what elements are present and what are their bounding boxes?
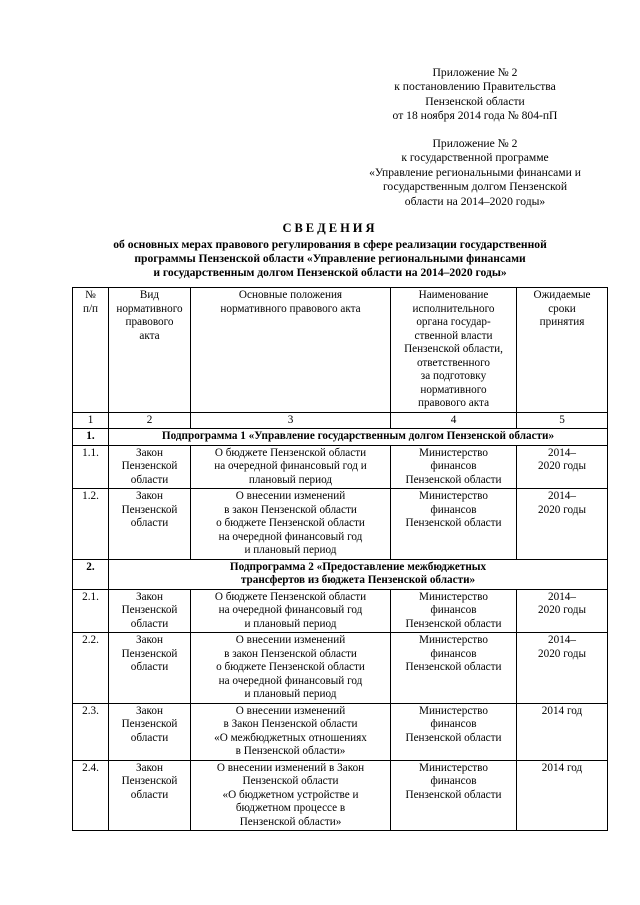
text-line: трансфертов из бюджета Пензенской области» xyxy=(240,574,476,586)
text-line: к постановлению Правительства xyxy=(394,80,556,94)
text-line: О бюджете Пензенской области xyxy=(214,446,367,459)
table-row xyxy=(73,633,608,704)
text-line: 2014 год xyxy=(541,761,583,774)
text-line: Министерство xyxy=(419,761,488,774)
column-number: 5 xyxy=(517,412,608,429)
text-line: от 18 ноября 2014 года № 804-пП xyxy=(392,109,558,123)
provisions-cell xyxy=(191,760,391,831)
text-line: Пензенской области, xyxy=(404,343,503,355)
text-line: области xyxy=(130,473,169,486)
text-line: 2020 годы xyxy=(538,460,586,472)
text-line: области на 2014–2020 годы» xyxy=(404,194,546,208)
text-line: принятия xyxy=(539,316,585,328)
text-line: на очередной финансовый год xyxy=(218,674,363,687)
appendix-note-government-decree xyxy=(345,66,605,124)
text-line: плановый период xyxy=(248,473,333,486)
text-line: Пензенской xyxy=(121,460,178,472)
subprogram-1-row xyxy=(73,429,608,446)
subprogram-title xyxy=(109,429,608,446)
row-number: 2.1. xyxy=(73,589,109,633)
term-cell xyxy=(517,633,608,704)
text-line: области xyxy=(130,517,169,529)
text-line: на очередной финансовый год xyxy=(218,604,363,616)
legal-measures-table xyxy=(72,287,608,831)
text-line: 2014– xyxy=(548,634,576,646)
text-line: Пензенской области xyxy=(405,473,502,486)
row-number: 1.2. xyxy=(73,489,109,560)
text-line: Подпрограмма 1 «Управление государственным долгом Пензенской области» xyxy=(161,430,555,442)
text-line: в закон Пензенской области xyxy=(224,503,357,516)
text-line: «Управление региональными финансами и xyxy=(369,165,581,179)
term-cell xyxy=(517,703,608,760)
text-line: Пензенской области xyxy=(405,788,502,801)
authority-cell xyxy=(391,703,517,760)
term-cell xyxy=(517,445,608,489)
subprogram-title xyxy=(109,559,608,589)
table-row xyxy=(73,703,608,760)
column-number-row xyxy=(73,412,608,429)
text-line: Приложение № 2 xyxy=(432,137,518,150)
act-type-cell xyxy=(109,445,191,489)
act-type-cell xyxy=(109,489,191,560)
text-line: и плановый период xyxy=(244,688,337,700)
text-line: Закон xyxy=(135,761,164,774)
text-line: органа государ- xyxy=(416,316,491,328)
text-line: Закон xyxy=(135,590,164,603)
text-line: финансов xyxy=(430,718,477,730)
table-row xyxy=(73,760,608,831)
text-line: правового акта xyxy=(417,397,490,409)
text-line: финансов xyxy=(430,604,477,616)
text-line: и плановый период xyxy=(244,617,337,630)
text-line: на очередной финансовый год xyxy=(218,530,363,543)
text-line: Пензенской области xyxy=(242,775,339,787)
text-line: финансов xyxy=(430,460,477,472)
column-number: 2 xyxy=(109,412,191,429)
text-line: в Пензенской области» xyxy=(235,745,346,757)
text-line: Приложение № 2 xyxy=(432,66,518,79)
text-line: Наименование xyxy=(418,289,489,301)
text-line: нормативного правового акта xyxy=(220,302,361,315)
act-type-cell xyxy=(109,703,191,760)
row-number: 2.4. xyxy=(73,760,109,831)
text-line: финансов xyxy=(430,503,477,516)
text-line: О внесении изменений xyxy=(235,704,346,717)
text-line: «О межбюджетных отношениях xyxy=(214,731,367,744)
text-line: области xyxy=(130,731,169,744)
text-line: об основных мерах правового регулирования в сфере реализации государственной xyxy=(113,238,547,251)
document-title: СВЕДЕНИЯ xyxy=(282,221,378,235)
appendix-note-state-program xyxy=(345,137,605,209)
text-line: Основные положения xyxy=(238,289,343,301)
text-line: государственным долгом Пензенской xyxy=(382,180,568,194)
act-type-cell xyxy=(109,760,191,831)
text-line: ственной власти xyxy=(414,329,493,342)
provisions-cell xyxy=(191,489,391,560)
text-line: О внесении изменений в Закон xyxy=(216,761,365,774)
table-row xyxy=(73,589,608,633)
text-line: Пензенской области xyxy=(425,94,525,108)
text-line: бюджетном процессе в xyxy=(235,802,346,814)
header-number xyxy=(73,288,109,413)
text-line: финансов xyxy=(430,775,477,787)
text-line: Пензенской области xyxy=(405,617,502,630)
text-line: исполнительного xyxy=(412,302,495,315)
text-line: нормативного xyxy=(116,302,183,315)
authority-cell xyxy=(391,445,517,489)
term-cell xyxy=(517,589,608,633)
text-line: № xyxy=(85,289,96,301)
text-line: Министерство xyxy=(419,590,488,603)
text-line: Ожидаемые xyxy=(533,289,591,301)
text-line: области xyxy=(130,788,169,801)
subprogram-2-row xyxy=(73,559,608,589)
provisions-cell xyxy=(191,589,391,633)
text-line: Закон xyxy=(135,704,164,717)
authority-cell xyxy=(391,589,517,633)
text-line: Закон xyxy=(135,634,164,646)
text-line: Пензенской xyxy=(121,604,178,616)
text-line: в закон Пензенской области xyxy=(224,647,357,660)
provisions-cell xyxy=(191,445,391,489)
text-line: Министерство xyxy=(419,634,488,646)
text-line: п/п xyxy=(82,302,99,315)
text-line: Пензенской xyxy=(121,647,178,660)
text-line: правового xyxy=(125,316,174,328)
text-line: сроки xyxy=(548,302,576,315)
table-row xyxy=(73,445,608,489)
term-cell xyxy=(517,760,608,831)
provisions-cell xyxy=(191,633,391,704)
text-line: к государственной программе xyxy=(401,151,549,165)
text-line: Министерство xyxy=(419,704,488,717)
text-line: Пензенской области» xyxy=(239,815,342,828)
text-line: о бюджете Пензенской области xyxy=(216,661,365,673)
text-line: 2020 годы xyxy=(538,503,586,516)
column-number: 4 xyxy=(391,412,517,429)
text-line: области xyxy=(130,661,169,673)
text-line: 2014 год xyxy=(541,704,583,717)
text-line: в Закон Пензенской области xyxy=(223,718,358,730)
header-main-provisions xyxy=(191,288,391,413)
subprogram-number: 1. xyxy=(73,429,109,446)
table-header-row xyxy=(73,288,608,413)
text-line: О внесении изменений xyxy=(235,634,346,646)
text-line: Пензенской xyxy=(121,718,178,730)
act-type-cell xyxy=(109,589,191,633)
text-line: «О бюджетном устройстве и xyxy=(222,788,359,801)
text-line: Министерство xyxy=(419,446,488,459)
text-line: Пензенской xyxy=(121,503,178,516)
text-line: 2014– xyxy=(548,490,576,502)
column-number: 1 xyxy=(73,412,109,429)
subprogram-number: 2. xyxy=(73,559,109,589)
text-line: программы Пензенской области «Управление региональными финансами xyxy=(134,252,526,265)
authority-cell xyxy=(391,760,517,831)
text-line: О бюджете Пензенской области xyxy=(214,590,367,603)
row-number: 2.3. xyxy=(73,703,109,760)
header-act-type xyxy=(109,288,191,413)
text-line: О внесении изменений xyxy=(235,490,346,502)
text-line: и плановый период xyxy=(244,544,337,556)
act-type-cell xyxy=(109,633,191,704)
text-line: 2020 годы xyxy=(538,604,586,616)
text-line: о бюджете Пензенской области xyxy=(216,517,365,529)
text-line: Пензенской xyxy=(121,775,178,787)
text-line: Закон xyxy=(135,446,164,459)
text-line: Пензенской области xyxy=(405,731,502,744)
text-line: Закон xyxy=(135,490,164,502)
text-line: Пензенской области xyxy=(405,661,502,673)
text-line: области xyxy=(130,617,169,630)
text-line: и государственным долгом Пензенской области на 2014–2020 годы» xyxy=(153,266,507,279)
document-subtitle xyxy=(60,238,600,280)
text-line: ответственного xyxy=(416,356,491,369)
authority-cell xyxy=(391,489,517,560)
text-line: 2020 годы xyxy=(538,647,586,660)
text-line: Пензенской области xyxy=(405,517,502,529)
text-line: Подпрограмма 2 «Предоставление межбюджетных xyxy=(229,560,487,573)
text-line: финансов xyxy=(430,647,477,660)
text-line: за подготовку xyxy=(420,370,487,382)
text-line: 2014– xyxy=(548,446,576,459)
header-responsible-authority xyxy=(391,288,517,413)
text-line: акта xyxy=(139,329,160,342)
row-number: 1.1. xyxy=(73,445,109,489)
term-cell xyxy=(517,489,608,560)
column-number: 3 xyxy=(191,412,391,429)
table-row xyxy=(73,489,608,560)
authority-cell xyxy=(391,633,517,704)
text-line: Министерство xyxy=(419,490,488,502)
row-number: 2.2. xyxy=(73,633,109,704)
header-expected-term xyxy=(517,288,608,413)
text-line: 2014– xyxy=(548,590,576,603)
text-line: нормативного xyxy=(420,383,487,396)
text-line: на очередной финансовый год и xyxy=(214,460,367,472)
provisions-cell xyxy=(191,703,391,760)
text-line: Вид xyxy=(139,289,160,301)
